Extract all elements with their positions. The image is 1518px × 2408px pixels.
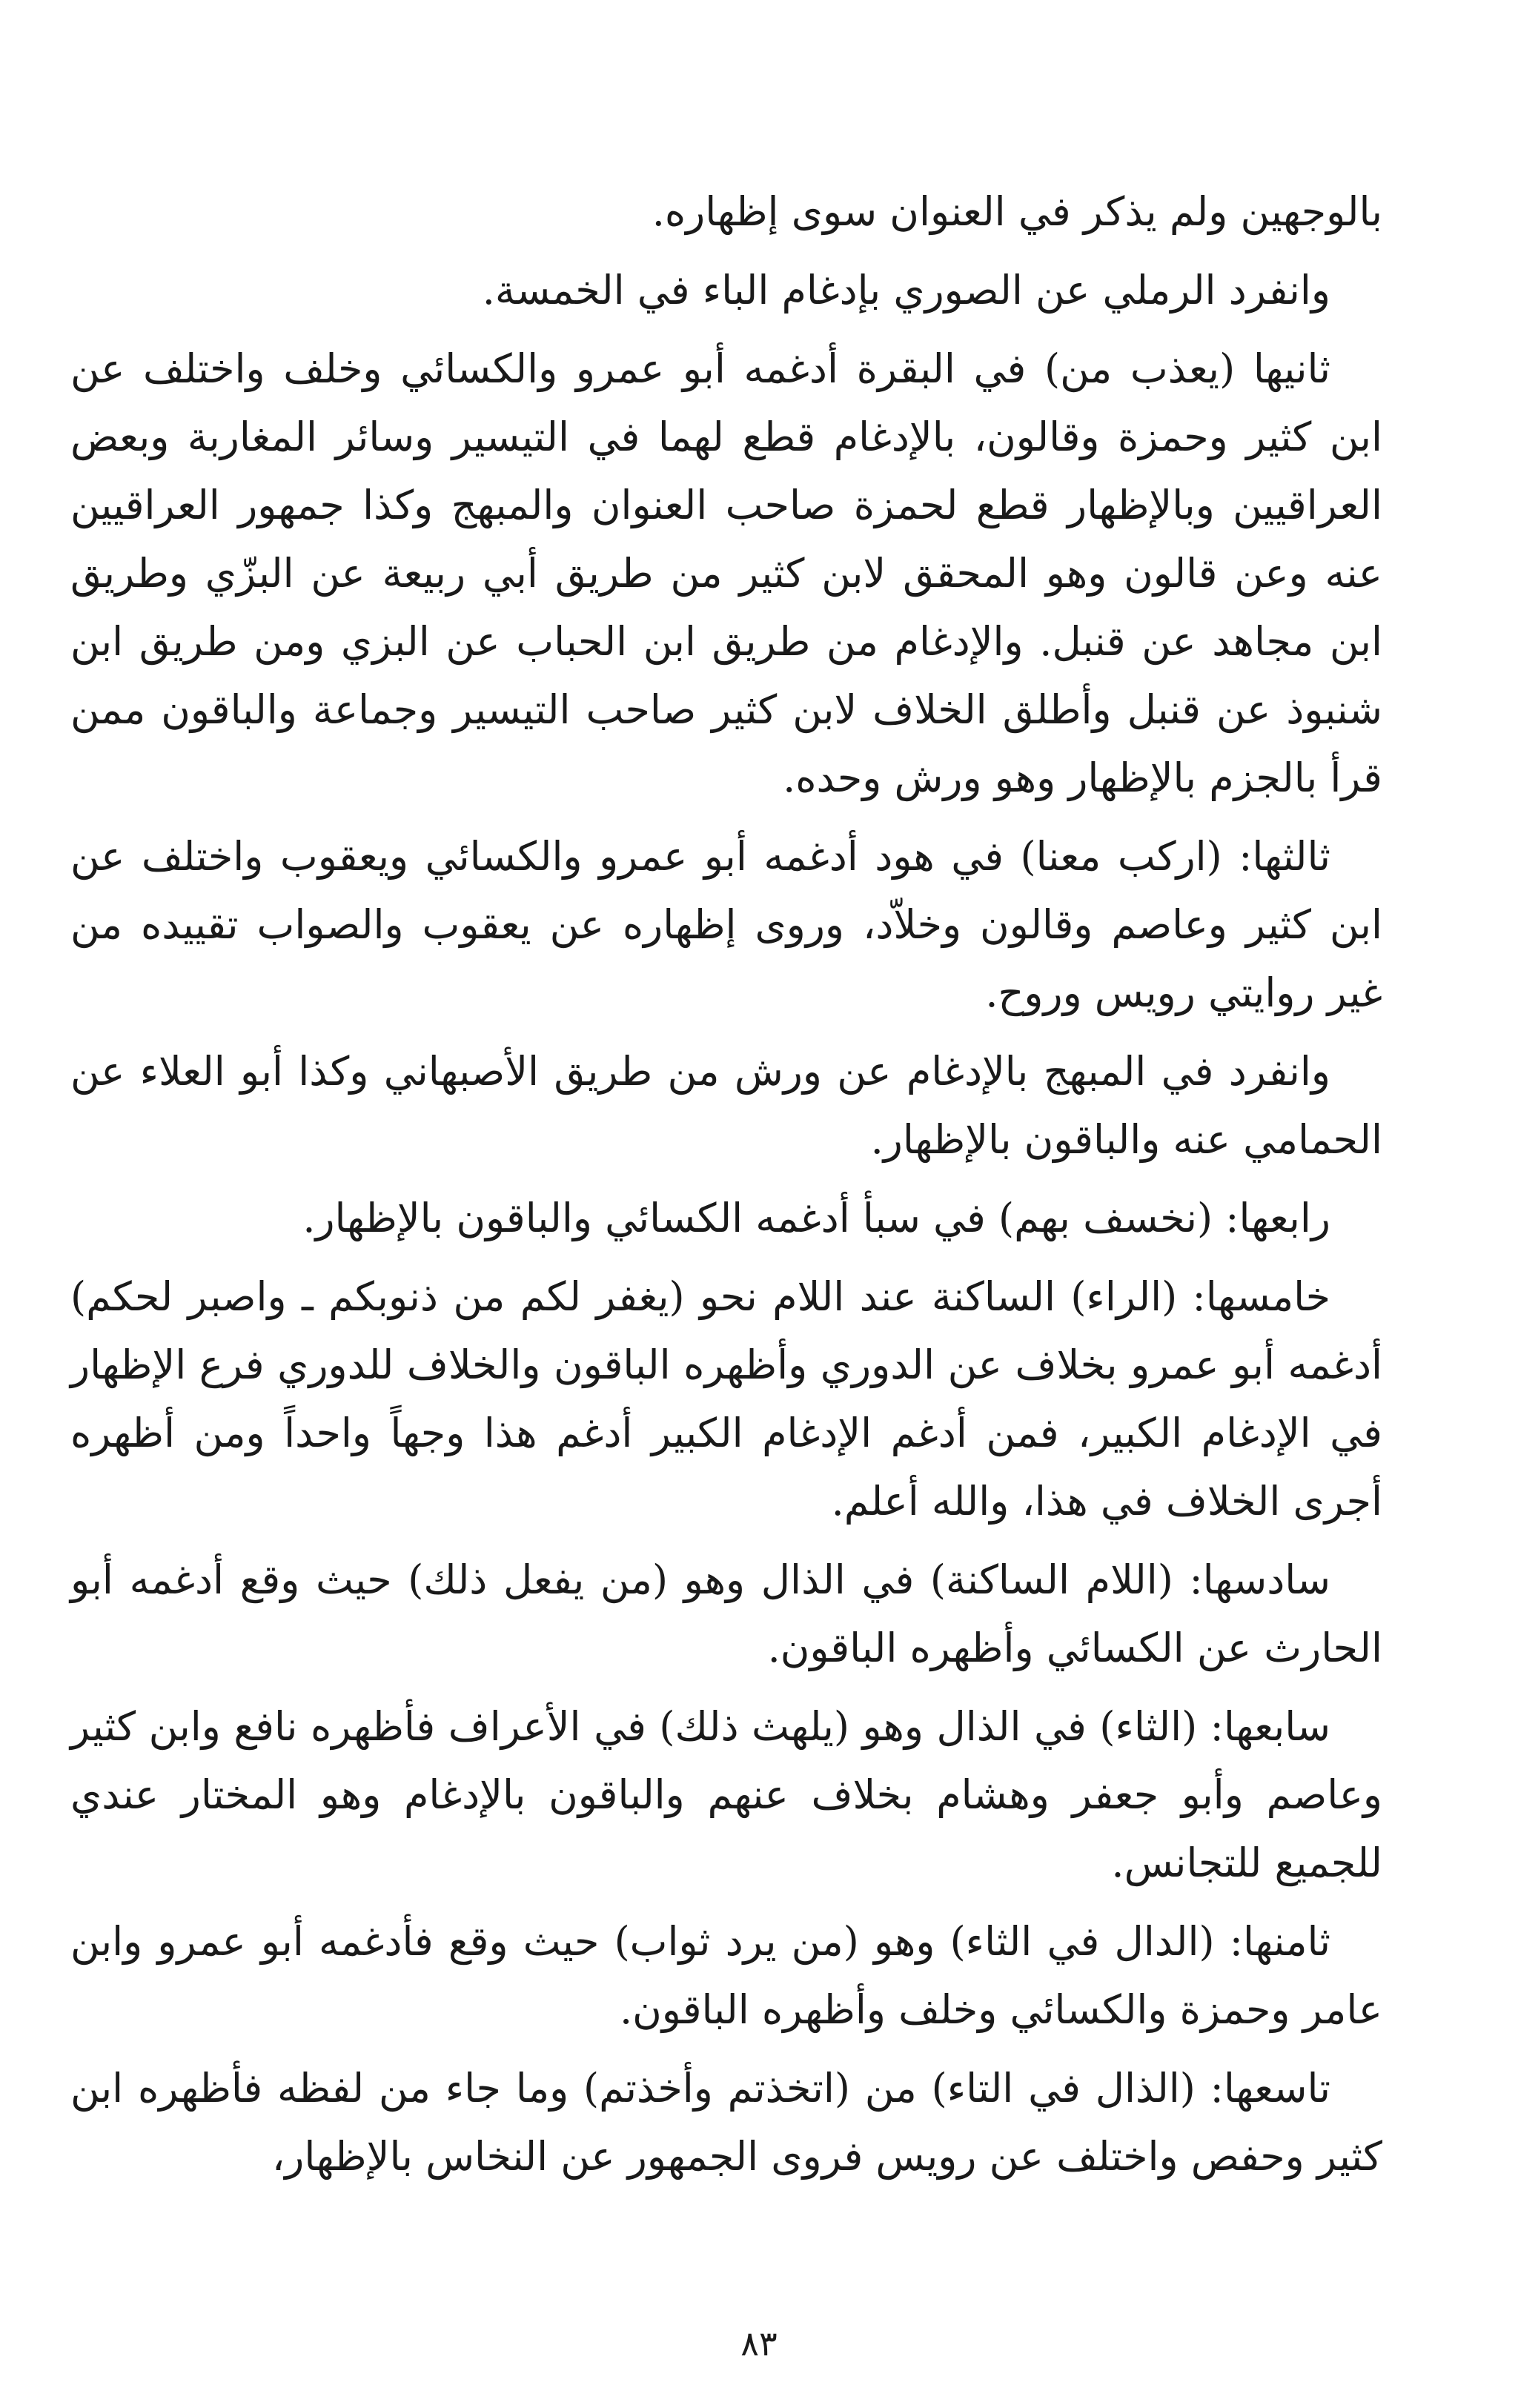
page-number: ٨٣ <box>740 2324 778 2364</box>
paragraph-11: تاسعها: (الذال في التاء) من (اتخذتم وأخذتم) وما جاء من لفظه فأظهره ابن كثير وحفص واختلف عن رويس فروى الجمهور عن النخاس بالإظهار، <box>70 2065 1382 2180</box>
body-text <box>70 178 1382 2201</box>
paragraph-8: سادسها: (اللام الساكنة) في الذال وهو (من يفعل ذلك) حيث وقع أدغمه أبو الحارث عن الكسائي وأظهره الباقون. <box>70 1556 1382 1671</box>
paragraph-10: ثامنها: (الدال في الثاء) وهو (من يرد ثواب) حيث وقع فأدغمه أبو عمرو وابن عامر وحمزة والكسائي وخلف وأظهره الباقون. <box>70 1918 1382 2033</box>
paragraph-6: رابعها: (نخسف بهم) في سبأ أدغمه الكسائي والباقون بالإظهار. <box>302 1195 1330 1241</box>
paragraph-3: ثانيها (يعذب من) في البقرة أدغمه أبو عمرو والكسائي وخلف واختلف عن ابن كثير وحمزة وقالون، بالإدغام قطع لهما في التيسير وسائر المغاربة وبعض العراقيين وبالإظهار قطع لحمزة صاحب العنوان والمبهج وكذا جمهور العراقيين عنه وعن قالون وهو المحقق لابن كثير من طريق أبي ربيعة عن البزّي وطريق ابن مجاهد عن قنبل. والإدغام من طريق ابن الحباب عن البزي ومن طريق ابن شنبوذ عن قنبل وأطلق الخلاف لابن كثير صاحب التيسير وجماعة والباقون ممن قرأ بالجزم بالإظهار وهو ورش وحده. <box>70 345 1382 801</box>
paragraph-2: وانفرد الرملي عن الصوري بإدغام الباء في الخمسة. <box>482 267 1330 314</box>
paragraph-7: خامسها: (الراء) الساكنة عند اللام نحو (يغفر لكم من ذنوبكم ـ واصبر لحكم) أدغمه أبو عمرو بخلاف عن الدوري وأظهره الباقون والخلاف للدوري فرع الإظهار في الإدغام الكبير، فمن أدغم الإدغام الكبير أدغم هذا وجهاً واحداً ومن أظهره أجرى الخلاف في هذا، والله أعلم. <box>70 1273 1382 1525</box>
paragraph-9: سابعها: (الثاء) في الذال وهو (يلهث ذلك) في الأعراف فأظهره نافع وابن كثير وعاصم وأبو جعفر وهشام بخلاف عنهم والباقون بالإدغام وهو المختار عندي للجميع للتجانس. <box>70 1703 1382 1886</box>
paragraph-5: وانفرد في المبهج بالإدغام عن ورش من طريق الأصبهاني وكذا أبو العلاء عن الحمامي عنه والباقون بالإظهار. <box>70 1048 1382 1163</box>
paragraph-4: ثالثها: (اركب معنا) في هود أدغمه أبو عمرو والكسائي ويعقوب واختلف عن ابن كثير وعاصم وقالون وخلاّد، وروى إظهاره عن يعقوب والصواب تقييده من غير روايتي رويس وروح. <box>70 833 1382 1016</box>
paragraph-1: بالوجهين ولم يذكر في العنوان سوى إظهاره. <box>652 188 1382 235</box>
